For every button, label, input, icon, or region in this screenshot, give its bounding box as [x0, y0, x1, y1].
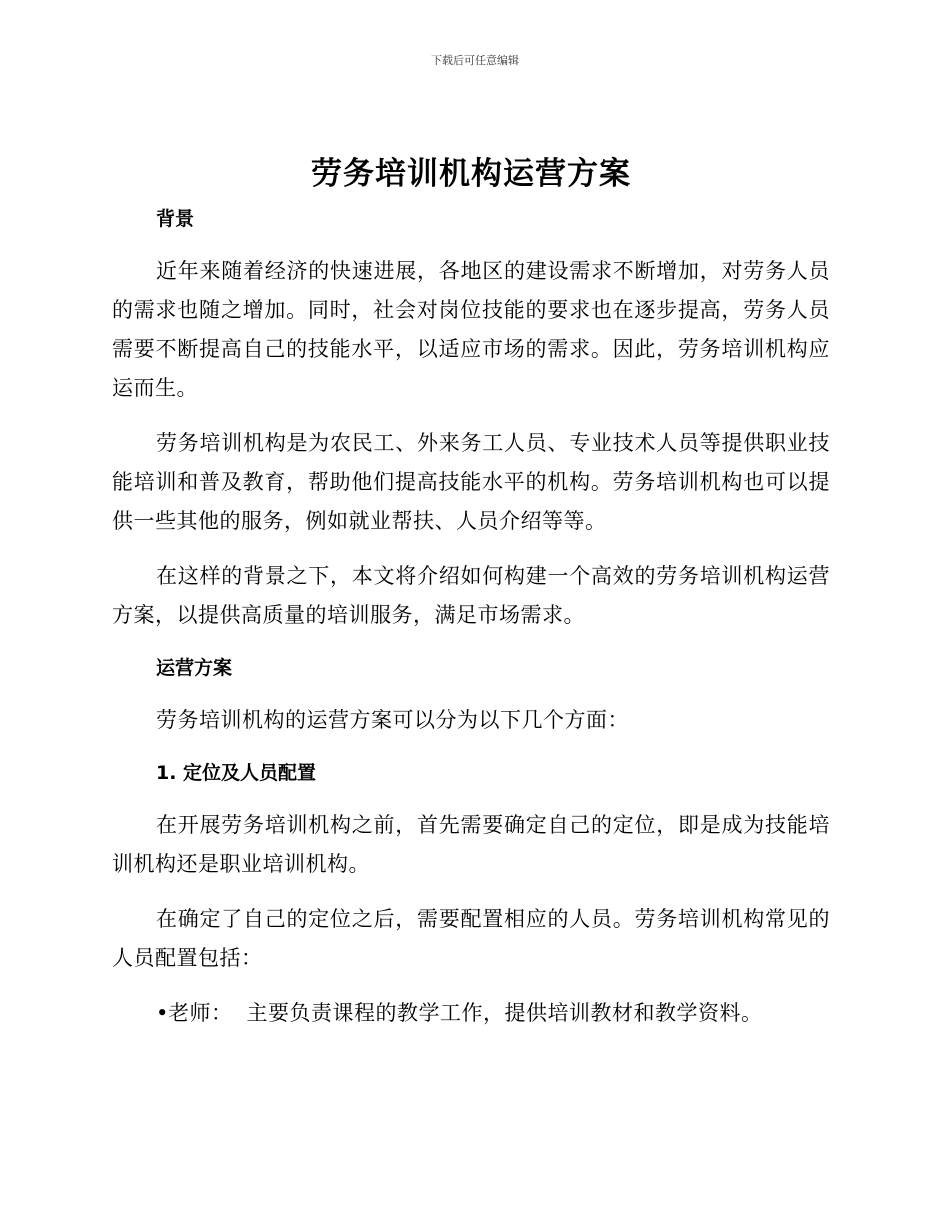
section-heading-background: 背景 — [156, 208, 195, 230]
document-body — [112, 148, 830, 1033]
list-item-label: 老师： — [168, 1001, 233, 1025]
paragraph: 在确定了自己的定位之后，需要配置相应的人员。劳务培训机构常见的人员配置包括： — [112, 907, 830, 970]
section-heading-operation: 运营方案 — [156, 657, 233, 679]
document-title: 劳务培训机构运营方案 — [311, 156, 631, 192]
paragraph: 在这样的背景之下，本文将介绍如何构建一个高效的劳务培训机构运营方案，以提供高质量的培训服务，满足市场需求。 — [112, 564, 830, 627]
paragraph: 近年来随着经济的快速进展，各地区的建设需求不断增加，对劳务人员的需求也随之增加。同时，社会对岗位技能的要求也在逐步提高，劳务人员需要不断提高自己的技能水平，以适应市场的需求。因此，劳务培训机构应运而生。 — [112, 259, 830, 400]
list-item — [112, 994, 830, 1033]
list-item-text: 主要负责课程的教学工作，提供培训教材和教学资料。 — [246, 1001, 763, 1025]
paragraph: 劳务培训机构的运营方案可以分为以下几个方面： — [156, 708, 629, 732]
bullet-icon: • — [156, 1001, 169, 1025]
page-header-note: 下载后可任意编辑 — [431, 54, 519, 67]
paragraph: 劳务培训机构是为农民工、外来务工人员、专业技术人员等提供职业技能培训和普及教育，帮助他们提高技能水平的机构。劳务培训机构也可以提供一些其他的服务，例如就业帮扶、人员介绍等等。 — [112, 431, 830, 533]
subsection-heading-positioning: 1. 定位及人员配置 — [156, 762, 317, 784]
paragraph: 在开展劳务培训机构之前，首先需要确定自己的定位，即是成为技能培训机构还是职业培训机构。 — [112, 813, 830, 876]
